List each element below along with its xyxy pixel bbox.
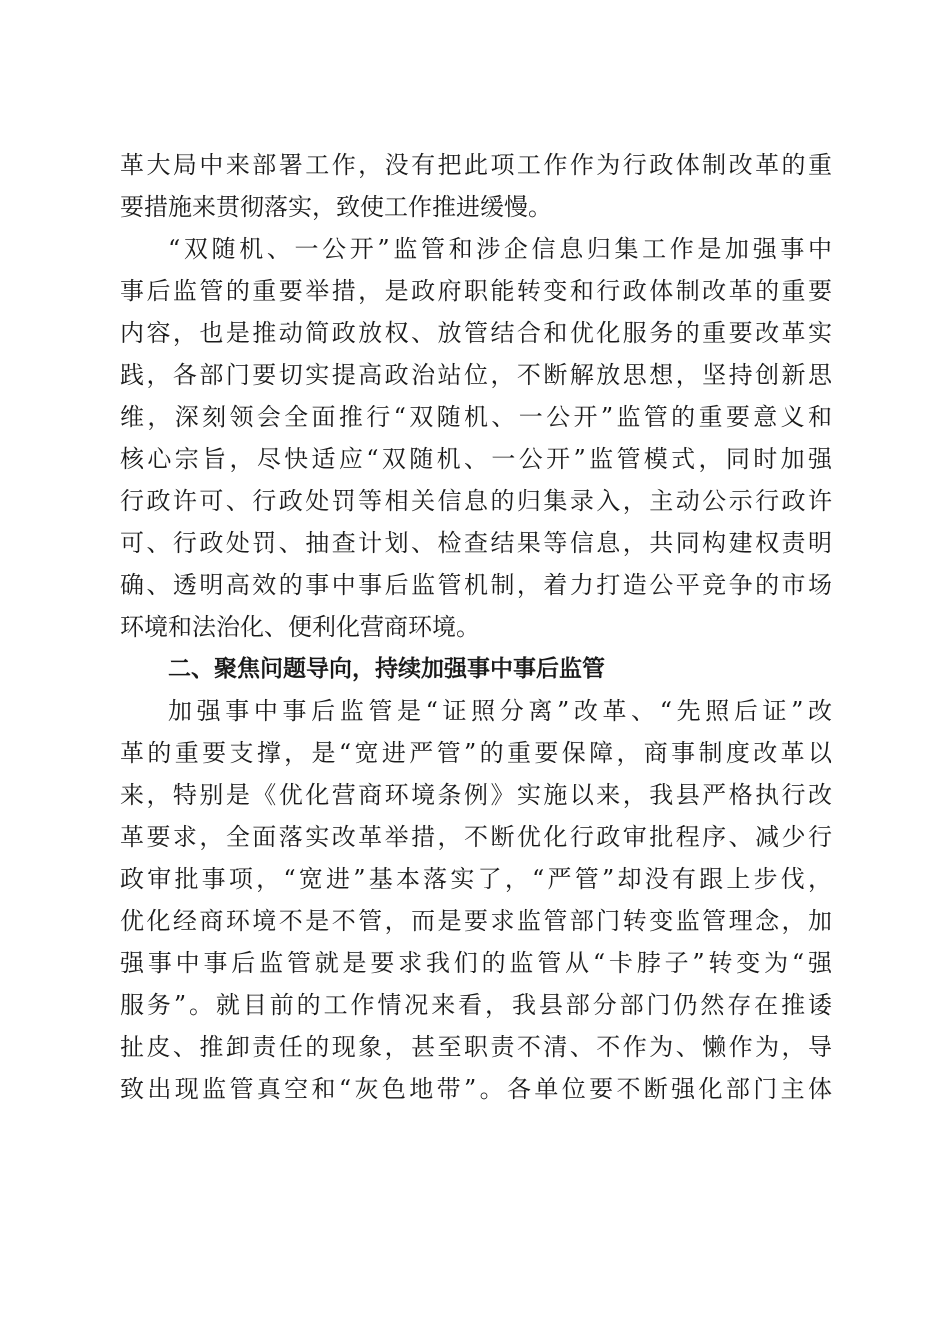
text-line: 事后监管的重要举措，是政府职能转变和行政体制改革的重要 [120,277,832,305]
text-line: 行政许可、行政处罚等相关信息的归集录入，主动公示行政许 [120,487,832,515]
text-line: 革要求，全面落实改革举措，不断优化行政审批程序、减少行 [120,823,832,851]
text-line: 加强事中事后监管是“证照分离”改革、“先照后证”改 [168,697,832,725]
text-line: 革大局中来部署工作，没有把此项工作作为行政体制改革的重 [120,151,832,179]
text-line: 确、透明高效的事中事后监管机制，着力打造公平竞争的市场 [120,571,832,599]
text-line: 革的重要支撑，是“宽进严管”的重要保障，商事制度改革以 [120,739,832,767]
text-line: 扯皮、推卸责任的现象，甚至职责不清、不作为、懒作为，导 [120,1033,832,1061]
text-line: 践，各部门要切实提高政治站位，不断解放思想，坚持创新思 [120,361,832,389]
text-line: 可、行政处罚、抽查计划、检查结果等信息，共同构建权责明 [120,529,832,557]
text-line: 维，深刻领会全面推行“双随机、一公开”监管的重要意义和 [120,403,832,431]
text-line: “双随机、一公开”监管和涉企信息归集工作是加强事中 [168,235,832,263]
text-line: 核心宗旨，尽快适应“双随机、一公开”监管模式，同时加强 [120,445,832,473]
text-line: 强事中事后监管就是要求我们的监管从“卡脖子”转变为“强 [120,949,832,977]
text-line: 致出现监管真空和“灰色地带”。各单位要不断强化部门主体 [120,1075,832,1103]
document-page [120,144,832,1110]
text-line: 来，特别是《优化营商环境条例》实施以来，我县严格执行改 [120,781,832,809]
text-line: 内容，也是推动简政放权、放管结合和优化服务的重要改革实 [120,319,832,347]
paragraph-strengthen-supervision [120,690,832,1110]
text-line: 优化经商环境不是不管，而是要求监管部门转变监管理念，加 [120,907,832,935]
paragraph-continuation [120,144,832,228]
text-line: 政审批事项，“宽进”基本落实了，“严管”却没有跟上步伐， [120,865,832,893]
paragraph-supervision-importance [120,228,832,648]
section-heading: 二、聚焦问题导向，持续加强事中事后监管 [168,656,605,682]
text-line: 环境和法治化、便利化营商环境。 [120,613,480,641]
text-line: 服务”。就目前的工作情况来看，我县部分部门仍然存在推诿 [120,991,832,1019]
text-line: 要措施来贯彻落实，致使工作推进缓慢。 [120,193,552,221]
